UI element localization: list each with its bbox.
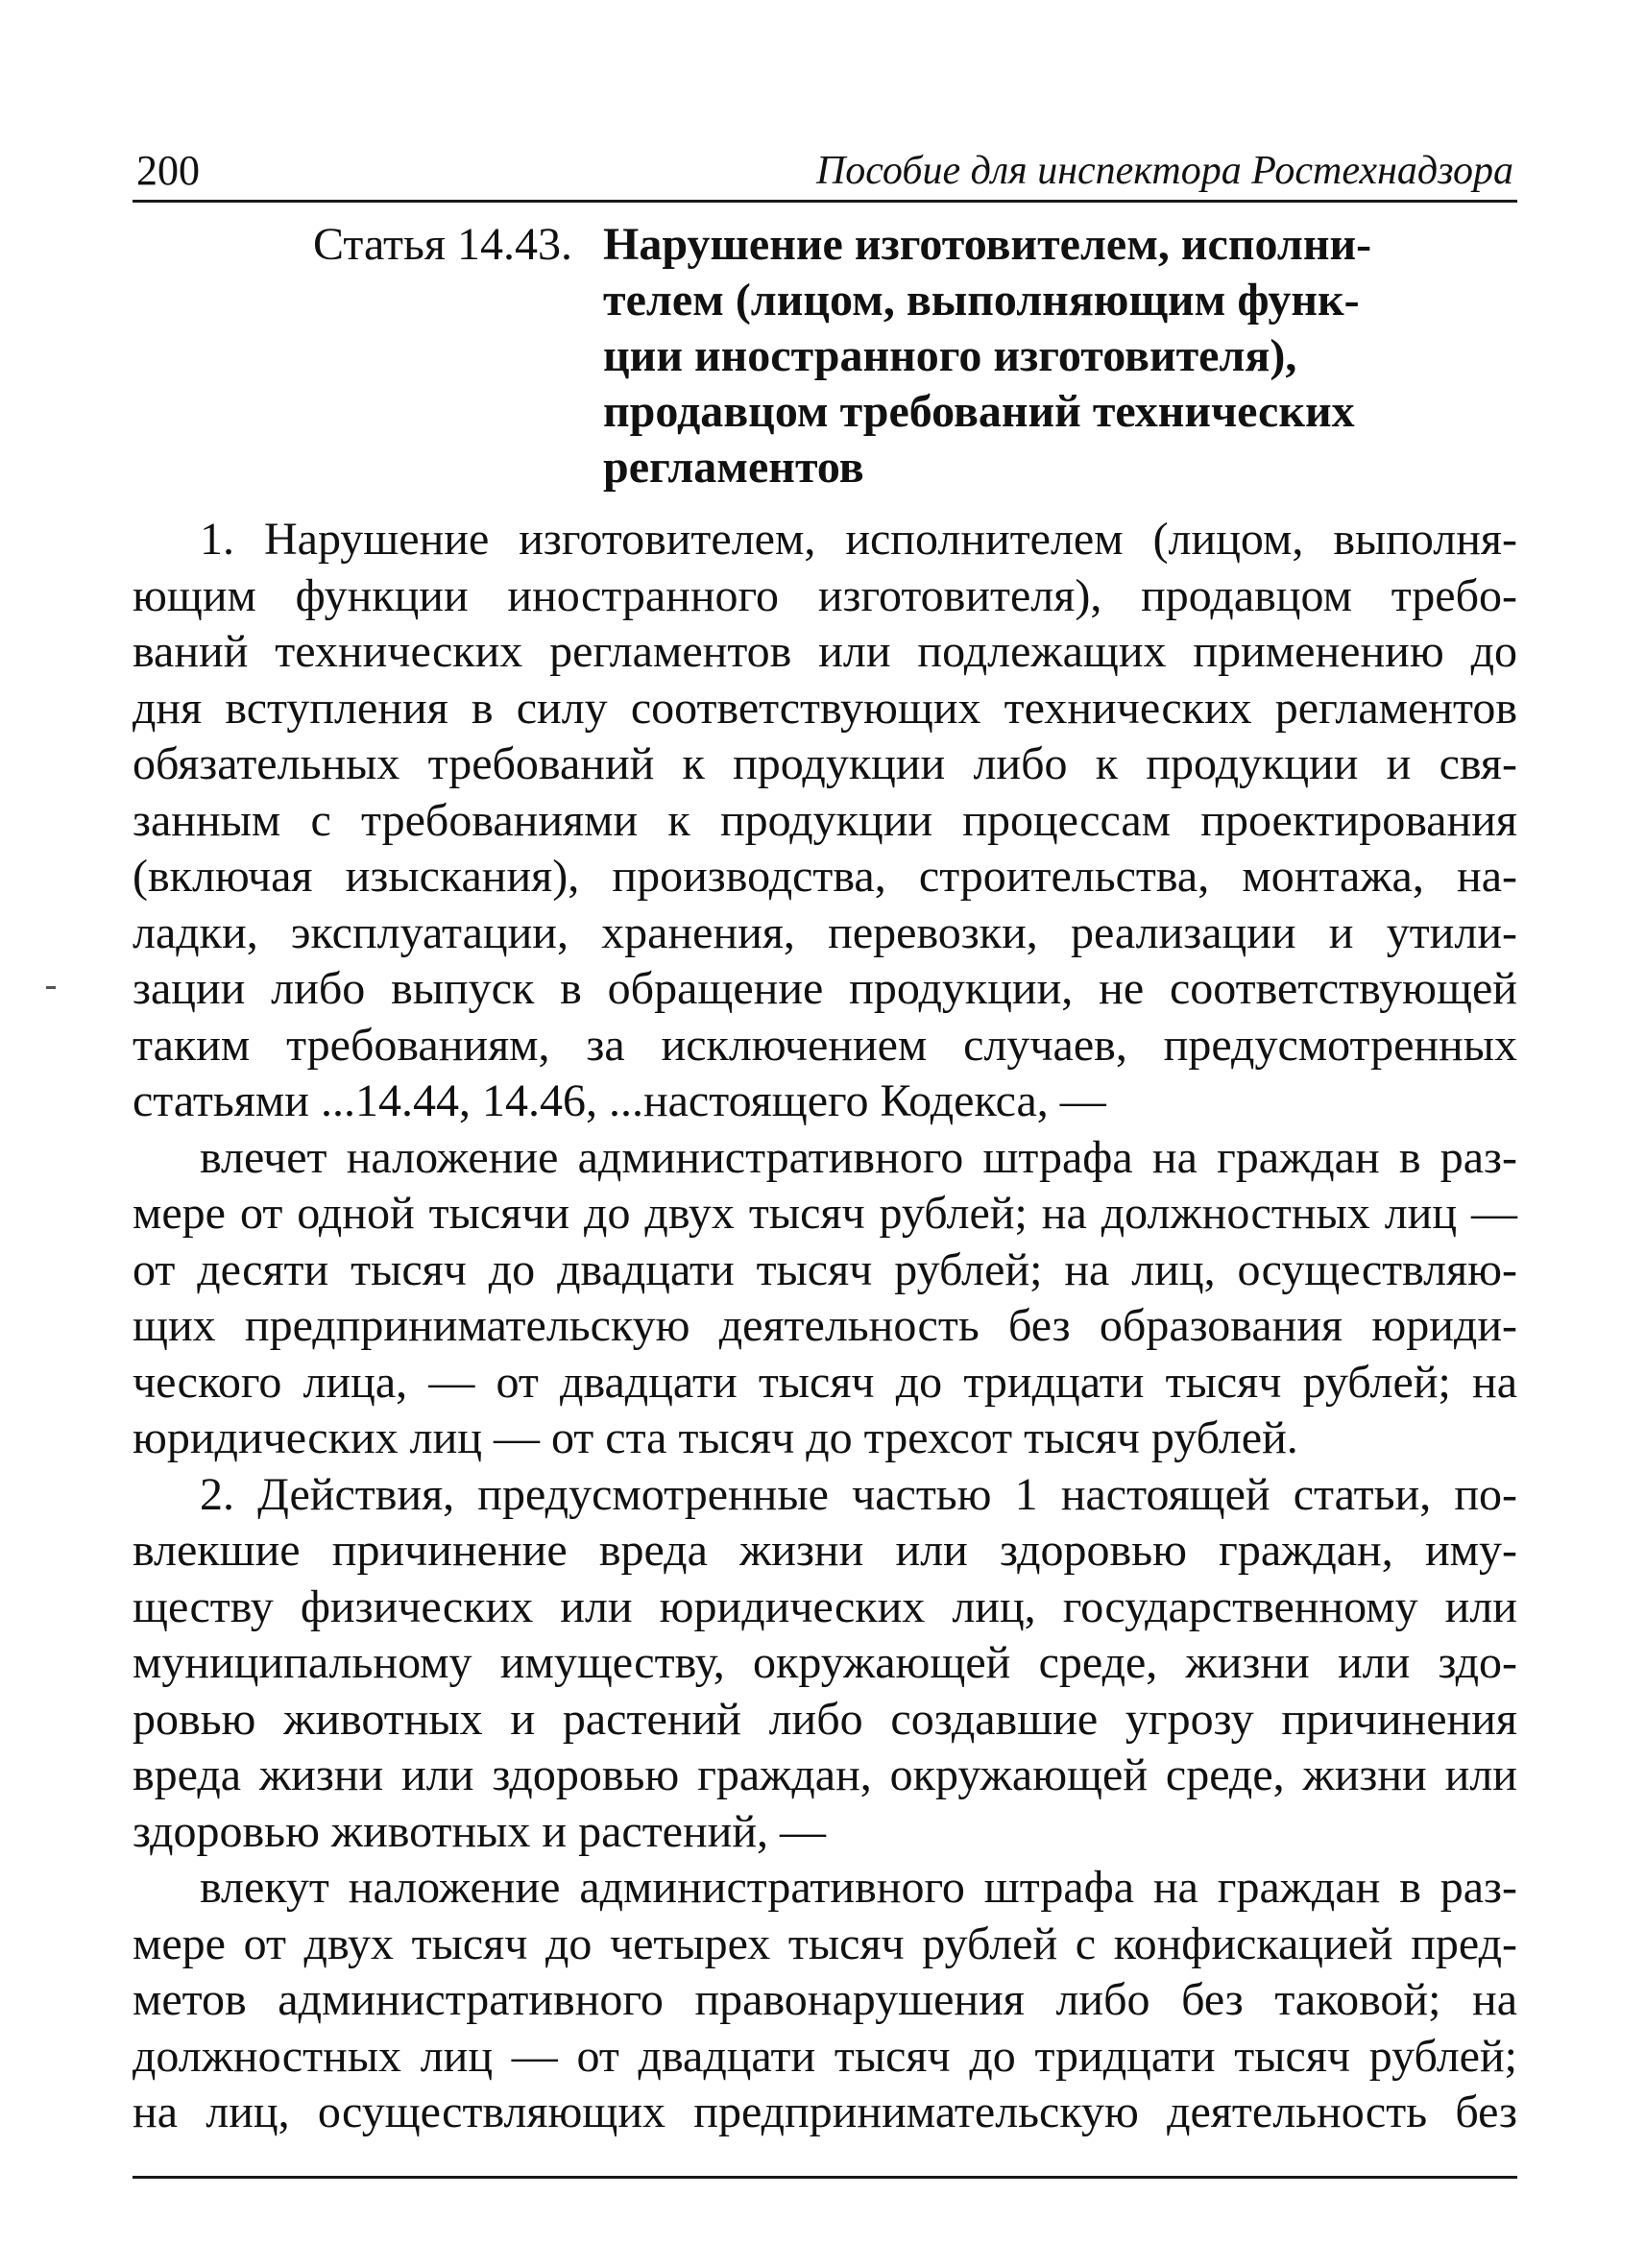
paragraph-part-2 xyxy=(133,1467,1517,1861)
text-line: здоровью животных и растений, — xyxy=(133,1805,827,1857)
text-line: ладки, эксплуатации, хранения, перевозки, реализации и утили- xyxy=(133,906,1517,958)
text-line: (включая изыскания), производства, строительства, монтажа, на- xyxy=(133,851,1517,902)
paragraph-penalty-1 xyxy=(133,1130,1517,1467)
bottom-rule xyxy=(133,2176,1517,2179)
text-line: обязательных требований к продукции либо к продукции и свя- xyxy=(133,738,1517,789)
text-line: занным с требованиями к продукции процессам проектирования xyxy=(133,794,1517,846)
text-line: мере от одной тысячи до двух тысяч рублей; на должностных лиц — xyxy=(133,1188,1517,1239)
text-line: ваний технических регламентов или подлежащих применению до xyxy=(133,626,1517,677)
book-title: Пособие для инспектора Ростехнадзора xyxy=(815,149,1513,193)
text-line: ровью животных и растений либо создавшие угрозу причинения xyxy=(133,1693,1517,1745)
text-line: статьями ...14.44, 14.46, ...настоящего Кодекса, — xyxy=(133,1075,1106,1126)
text-line: муниципальному имуществу, окружающей среде, жизни или здо- xyxy=(133,1637,1517,1688)
text-line: 1. Нарушение изготовителем, исполнителем (лицом, выполня- xyxy=(200,514,1517,565)
text-line: влекут наложение административного штрафа на граждан в раз- xyxy=(200,1862,1517,1913)
article-title-line: телем (лицом, выполняющим функ- xyxy=(603,275,1360,326)
text-line: юридических лиц — от ста тысяч до трехсот тысяч рублей. xyxy=(133,1412,1298,1463)
text-line: 2. Действия, предусмотренные частью 1 настоящей статьи, по- xyxy=(200,1468,1517,1520)
article-title xyxy=(603,217,1640,495)
margin-mark xyxy=(46,986,56,989)
text-line: должностных лиц — от двадцати тысяч до тридцати тысяч рублей; xyxy=(133,2030,1517,2082)
article-number: Статья 14.43. xyxy=(313,219,572,270)
article-heading xyxy=(313,217,1542,505)
text-line: от десяти тысяч до двадцати тысяч рублей; на лиц, осуществляю- xyxy=(133,1243,1517,1295)
text-line: на лиц, осуществляющих предпринимательскую деятельность без xyxy=(133,2087,1517,2137)
text-line: мере от двух тысяч до четырех тысяч рублей с конфискацией пред- xyxy=(133,1918,1517,1969)
text-line: дня вступления в силу соответствующих технических регламентов xyxy=(133,682,1517,734)
paragraph-penalty-2 xyxy=(133,1860,1517,2141)
text-line: ющим функции иностранного изготовителя), продавцом требо- xyxy=(133,569,1517,621)
article-title-line: регламентов xyxy=(603,442,864,493)
text-line: влечет наложение административного штрафа на граждан в раз- xyxy=(200,1131,1517,1183)
article-title-line: Нарушение изготовителем, исполни- xyxy=(603,219,1372,270)
text-line: ческого лица, — от двадцати тысяч до тридцати тысяч рублей; на xyxy=(133,1356,1517,1408)
page-number: 200 xyxy=(136,147,200,194)
paragraph-part-1 xyxy=(133,512,1517,1130)
text-line: метов административного правонарушения либо без таковой; на xyxy=(133,1974,1517,2025)
text-line: зации либо выпуск в обращение продукции, не соответствующей xyxy=(133,963,1517,1014)
text-line: ществу физических или юридических лиц, государственному или xyxy=(133,1580,1517,1632)
text-line: влекшие причинение вреда жизни или здоровью граждан, иму- xyxy=(133,1525,1517,1576)
article-title-line: ции иностранного изготовителя), xyxy=(603,330,1297,381)
running-header xyxy=(133,142,1517,203)
text-line: щих предпринимательскую деятельность без образования юриди- xyxy=(133,1300,1517,1351)
article-body xyxy=(133,512,1517,2141)
text-line: таким требованиям, за исключением случаев, предусмотренных xyxy=(133,1019,1517,1071)
article-title-line: продавцом требований технических xyxy=(603,386,1355,437)
text-line: вреда жизни или здоровью граждан, окружающей среде, жизни или xyxy=(133,1749,1517,1800)
